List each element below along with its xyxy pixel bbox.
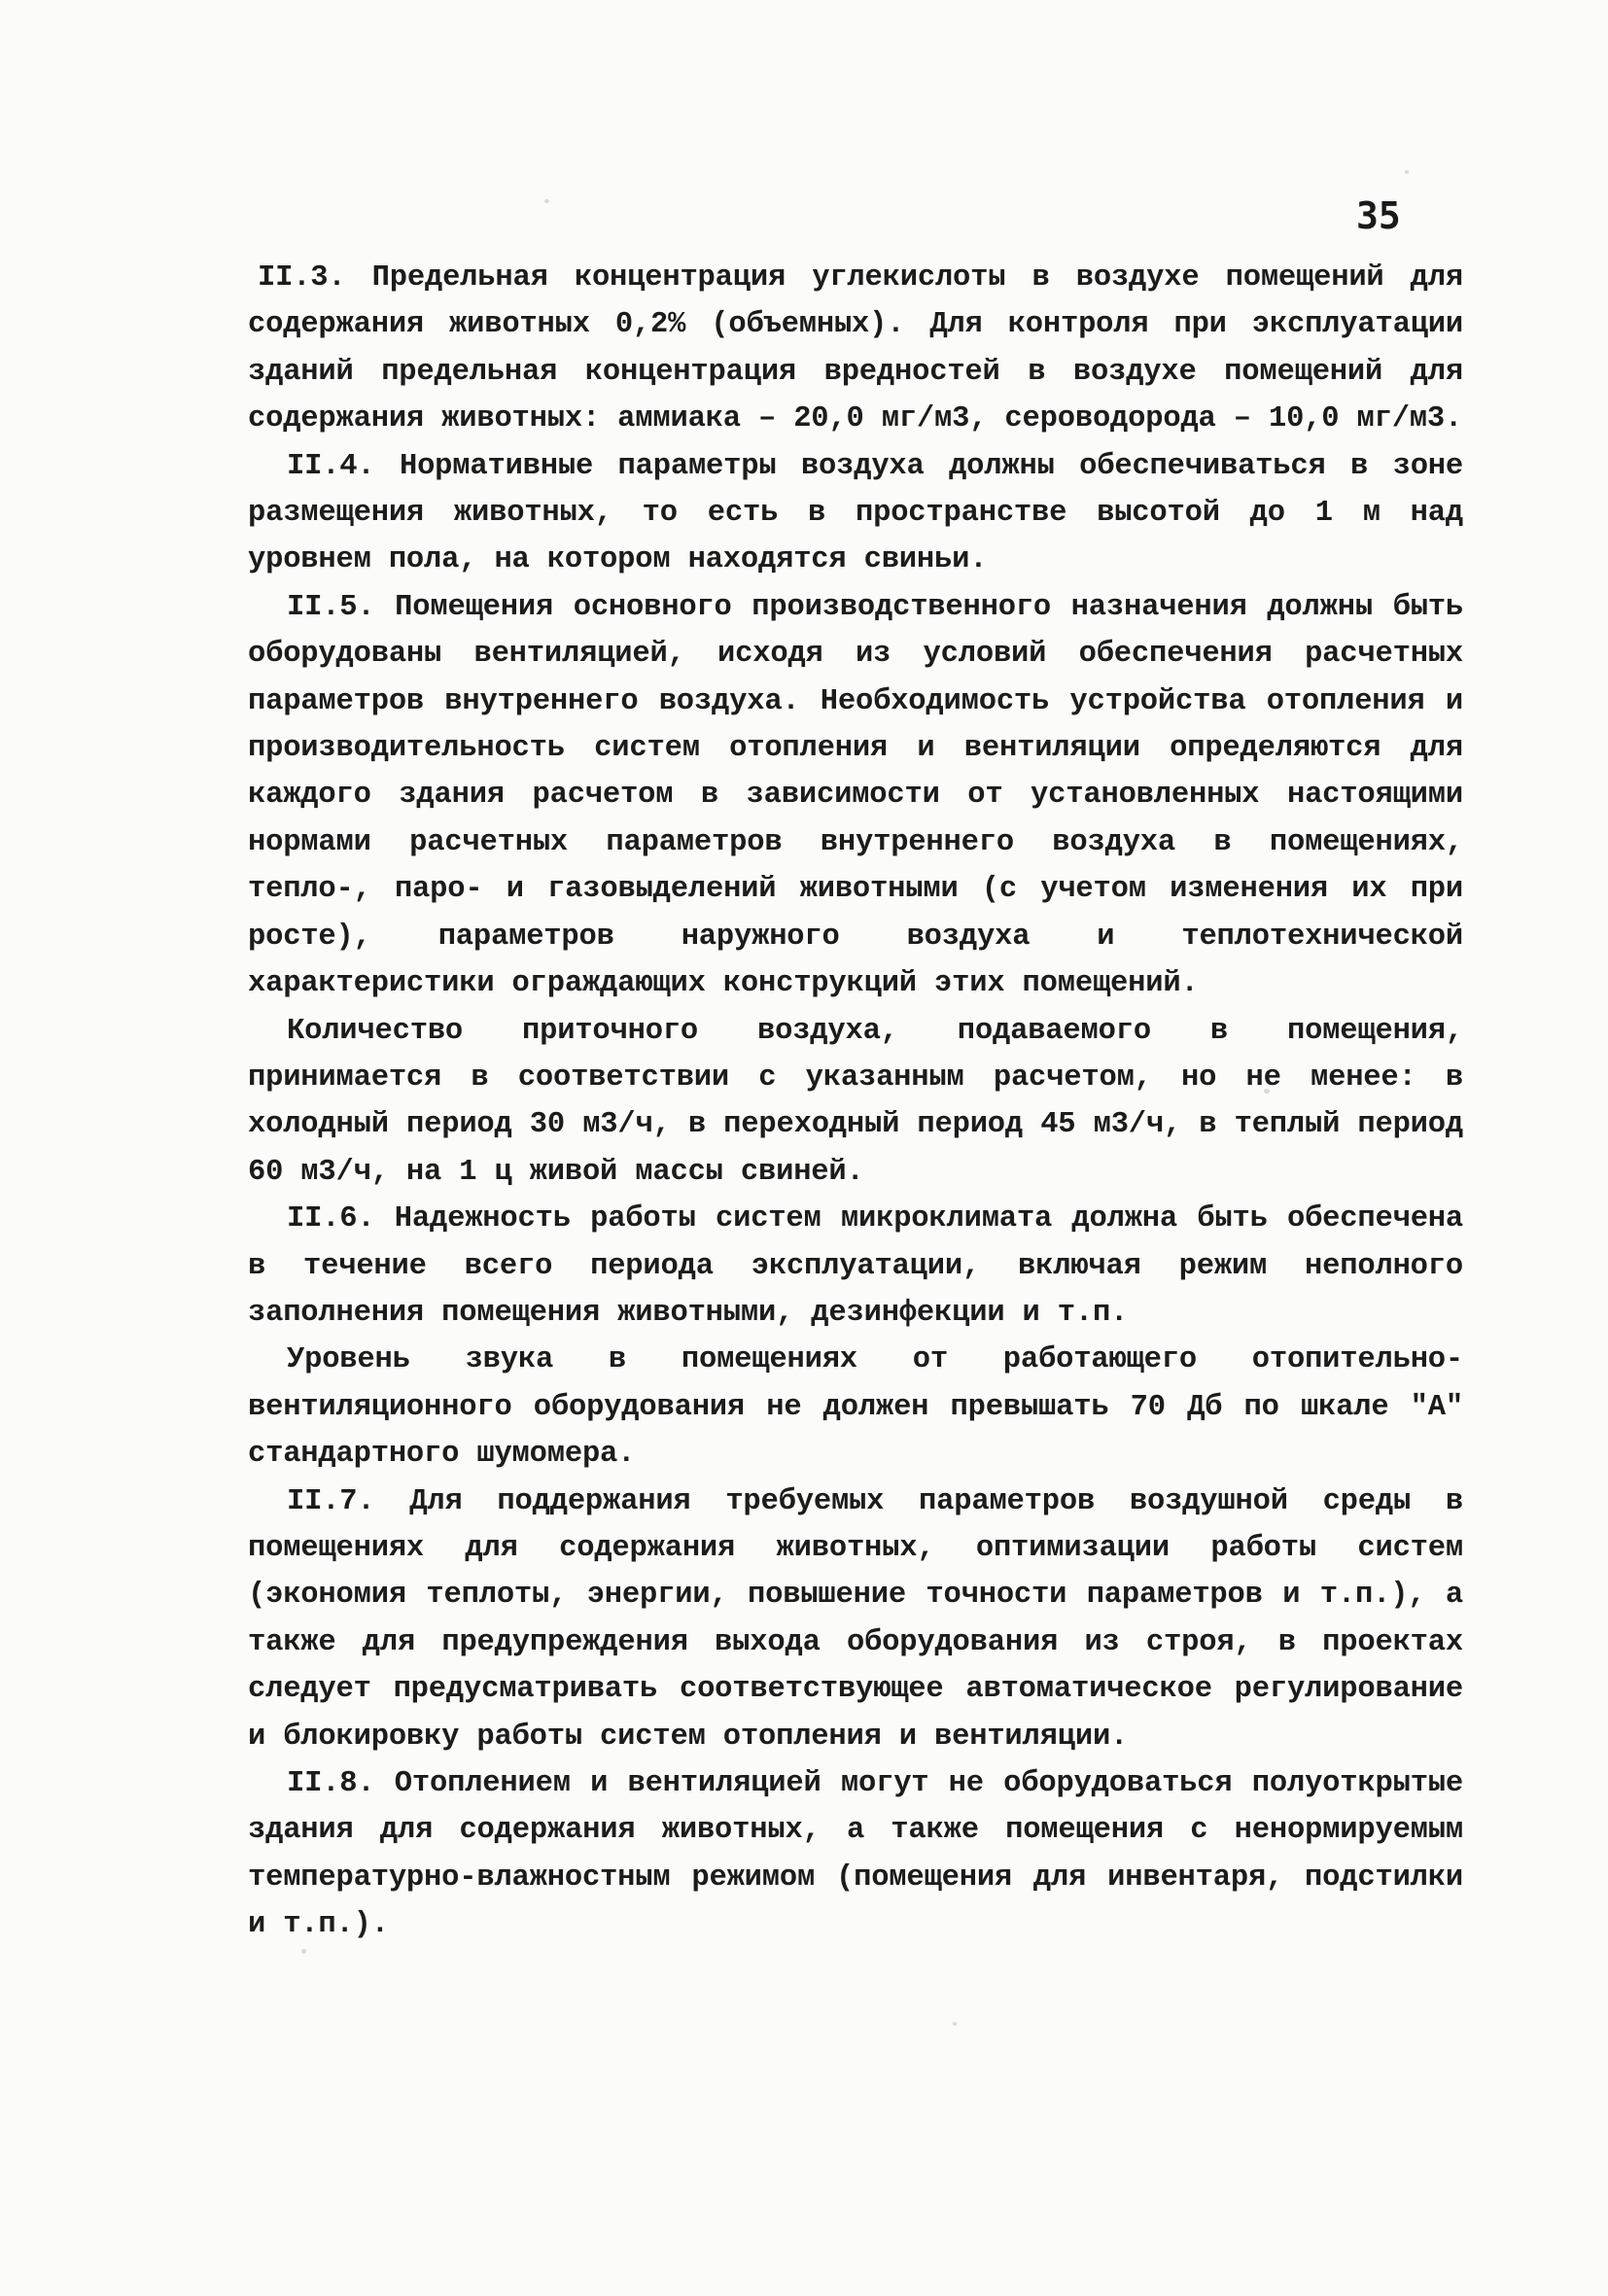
paragraph-air-supply: Количество приточного воздуха, подаваемого в помещения, принимается в соответствии с указанным расчетом, но не менее: в холодный период 30 м3/ч, в переходный период 45 м3/ч, в теплый период 60 м3/ч, на 1 ц живой массы свиней. (248, 1014, 1463, 1189)
scan-noise-speck (1264, 1089, 1270, 1094)
paragraph-11-7: II.7. Для поддержания требуемых параметров воздушной среды в помещениях для содержания животных, оптимизации работы систем (экономия теплоты, энергии, повышение точности параметров и т.п.), а также для предупреждения выхода оборудования из строя, в проектах следует предусматривать соответствующее автоматическое регулирование и блокировку работы систем отопления и вентиляции. (248, 1484, 1463, 1754)
paragraph-11-6: II.6. Надежность работы систем микроклимата должна быть обеспечена в течение всего периода эксплуатации, включая режим неполного заполнения помещения животными, дезинфекции и т.п. (248, 1202, 1463, 1330)
paragraph-11-3: II.3. Предельная концентрация углекислоты в воздухе помещений для содержания животных 0,2% (объемных). Для контроля при эксплуатации зданий предельная концентрация вредностей в воздухе помещений для содержания животных: аммиака – 20,0 мг/м3, сероводорода – 10,0 мг/м3. (248, 261, 1463, 436)
scan-noise-speck (1405, 170, 1409, 174)
page-number: 35 (1356, 194, 1401, 237)
paragraph-sound-level: Уровень звука в помещениях от работающего отопительно-вентиляционного оборудования не должен превышать 70 Дб по шкале "А" стандартного шумомера. (248, 1343, 1463, 1472)
scan-noise-speck (953, 2022, 957, 2026)
paragraph-11-8: II.8. Отоплением и вентиляцией могут не оборудоваться полуоткрытые здания для содержания животных, а также помещения с ненормируемым температурно-влажностным режимом (помещения для инвентаря, подстилки и т.п.). (248, 1767, 1463, 1942)
paragraph-11-5: II.5. Помещения основного производственного назначения должны быть оборудованы вентиляцией, исходя из условий обеспечения расчетных параметров внутреннего воздуха. Необходимость устройства отопления и производительность систем отопления и вентиляции определяются для каждого здания расчетом в зависимости от установленных настоящими нормами расчетных параметров внутреннего воздуха в помещениях, тепло-, паро- и газовыделений животными (с учетом изменения их при росте), параметров наружного воздуха и теплотехнической характеристики ограждающих конструкций этих помещений. (248, 590, 1463, 1001)
scan-noise-speck (301, 1949, 306, 1954)
paragraph-11-4: II.4. Нормативные параметры воздуха должны обеспечиваться в зоне размещения животных, то есть в пространстве высотой до 1 м над уровнем пола, на котором находятся свиньи. (248, 449, 1463, 577)
scan-noise-speck (544, 199, 549, 203)
document-body (248, 255, 1463, 1949)
